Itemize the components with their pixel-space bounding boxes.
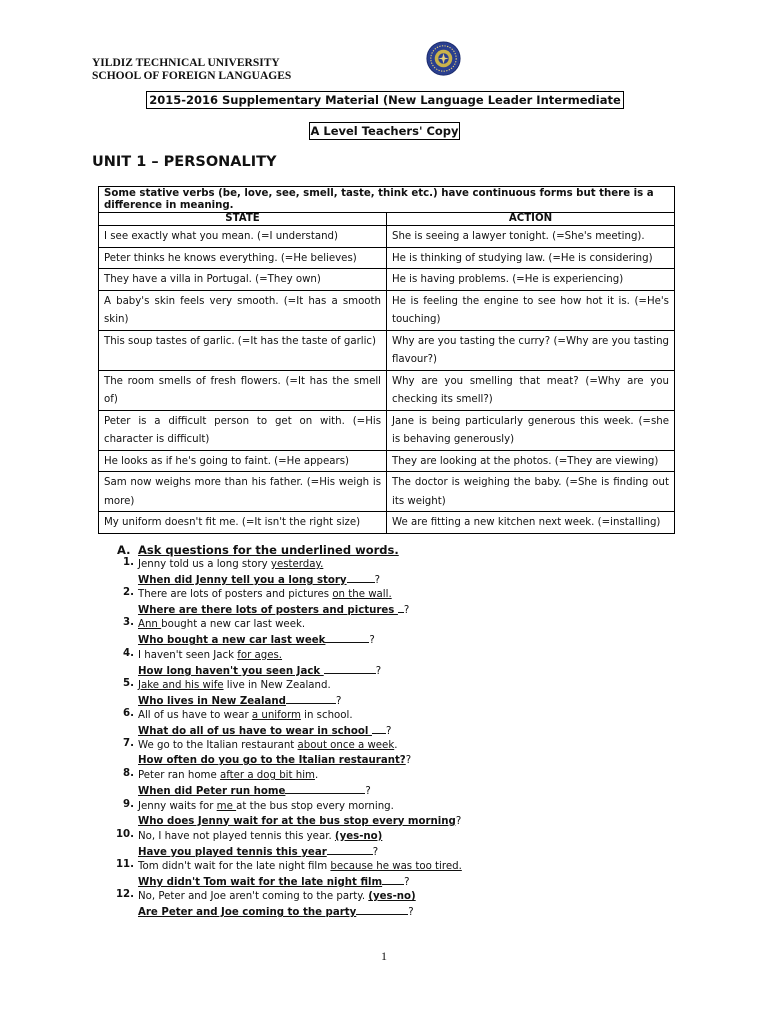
exercise-heading xyxy=(117,543,399,557)
state-cell: Peter thinks he knows everything. (=He believes) xyxy=(99,247,387,269)
question-item xyxy=(110,557,670,587)
answer-text: Have you played tennis this year xyxy=(138,846,327,858)
answer-line xyxy=(138,904,414,920)
action-cell: She is seeing a lawyer tonight. (=She's meeting). xyxy=(387,226,675,248)
answer-text: Are Peter and Joe coming to the party xyxy=(138,907,357,919)
yes-no-tag: (yes-no) xyxy=(334,830,383,842)
answer-line xyxy=(138,663,381,679)
underlined-words: Ann xyxy=(138,619,162,631)
underlined-words: on the wall. xyxy=(332,589,392,601)
question-mark: ? xyxy=(372,846,379,858)
question-number: 4. xyxy=(123,647,134,659)
question-item xyxy=(110,678,670,708)
question-item xyxy=(110,829,670,859)
state-cell: They have a villa in Portugal. (=They own) xyxy=(99,269,387,291)
table-row xyxy=(99,450,675,472)
answer-line xyxy=(138,814,461,829)
underlined-words: about once a week xyxy=(297,740,395,752)
exercise-instruction: Ask questions for the underlined words. xyxy=(138,543,399,557)
question-mark: ? xyxy=(403,605,410,617)
question-number: 8. xyxy=(123,768,134,780)
question-item xyxy=(110,617,670,647)
question-item xyxy=(110,889,670,919)
answer-blank-line xyxy=(356,904,408,915)
question-item xyxy=(110,799,670,829)
question-item xyxy=(110,768,670,798)
question-mark: ? xyxy=(405,755,412,767)
answer-line xyxy=(138,632,375,648)
sentence-text: Tom didn't wait for the late night film xyxy=(138,860,331,872)
question-mark: ? xyxy=(374,575,380,586)
sentence-text: Jenny told us a long story xyxy=(138,559,271,570)
underlined-words: after a dog bit him xyxy=(219,770,315,782)
answer-blank-line xyxy=(324,663,376,674)
answer-blank-line xyxy=(382,874,404,885)
question-sentence xyxy=(138,617,305,632)
material-title: 2015-2016 Supplementary Material (New Language Leader Intermediate xyxy=(146,91,624,109)
sentence-text: I haven't seen Jack xyxy=(138,649,238,661)
answer-line xyxy=(138,723,391,739)
state-cell: He looks as if he's going to faint. (=He appears) xyxy=(99,450,387,472)
sentence-text: at the bus stop every morning. xyxy=(236,800,394,812)
yes-no-tag: (yes-no) xyxy=(368,891,416,903)
question-sentence xyxy=(138,768,318,783)
answer-blank-line xyxy=(327,844,373,855)
question-item xyxy=(110,708,670,738)
answer-line xyxy=(138,874,410,890)
sentence-text: bought a new car last week. xyxy=(161,619,306,631)
question-sentence xyxy=(138,889,416,904)
state-cell: The room smells of fresh flowers. (=It has the smell of) xyxy=(99,370,387,410)
question-number: 1. xyxy=(123,557,134,568)
question-number: 6. xyxy=(123,707,134,719)
stative-verbs-table xyxy=(98,186,675,534)
question-number: 7. xyxy=(123,738,134,750)
table-row xyxy=(99,269,675,291)
answer-line xyxy=(138,753,411,768)
table-row xyxy=(99,330,675,370)
underlined-words: yesterday. xyxy=(270,559,324,570)
question-list xyxy=(110,557,670,919)
sentence-text: All of us have to wear xyxy=(138,709,252,721)
sentence-text: No, Peter and Joe aren't coming to the party. xyxy=(138,891,369,903)
answer-text: How long haven't you seen Jack xyxy=(138,665,324,677)
answer-line xyxy=(138,783,371,799)
underlined-words: a uniform xyxy=(251,709,301,721)
action-cell: He is feeling the engine to see how hot it is. (=He's touching) xyxy=(387,290,675,330)
question-mark: ? xyxy=(385,725,392,737)
underlined-words: for ages. xyxy=(237,649,283,661)
question-mark: ? xyxy=(375,665,382,677)
table-row xyxy=(99,370,675,410)
underlined-words: Jake and his wife xyxy=(138,679,224,691)
table-row xyxy=(99,226,675,248)
page-number: 1 xyxy=(381,949,387,963)
table-intro: Some stative verbs (be, love, see, smell, taste, think etc.) have continuous forms but there is a difference in meaning. xyxy=(99,187,675,213)
question-sentence xyxy=(138,587,392,602)
answer-text: When did Jenny tell you a long story xyxy=(138,575,347,586)
question-item xyxy=(110,738,670,768)
answer-line xyxy=(138,572,380,588)
table-row xyxy=(99,247,675,269)
sentence-text: . xyxy=(394,740,398,752)
question-number: 10. xyxy=(115,828,134,840)
question-number: 12. xyxy=(115,889,134,901)
answer-text: Who bought a new car last week xyxy=(138,635,326,647)
answer-line xyxy=(138,844,378,860)
sentence-text: in school. xyxy=(300,709,353,721)
answer-text: Why didn't Tom wait for the late night film xyxy=(138,876,383,888)
action-cell: The doctor is weighing the baby. (=She is finding out its weight) xyxy=(387,472,675,512)
sentence-text: Jenny waits for xyxy=(138,800,217,812)
sentence-text: live in New Zealand. xyxy=(223,679,331,691)
university-seal-logo xyxy=(426,41,461,76)
state-cell: A baby's skin feels very smooth. (=It has a smooth skin) xyxy=(99,290,387,330)
table-row xyxy=(99,512,675,534)
answer-line xyxy=(138,693,341,709)
table-row xyxy=(99,472,675,512)
question-mark: ? xyxy=(404,876,410,888)
question-mark: ? xyxy=(369,635,375,647)
sentence-text: Peter ran home xyxy=(138,770,220,782)
state-cell: Sam now weighs more than his father. (=His weigh is more) xyxy=(99,472,387,512)
exercise-letter: A. xyxy=(117,543,131,557)
question-sentence xyxy=(138,708,353,723)
sentence-text: . xyxy=(314,770,319,782)
action-cell: Jane is being particularly generous this week. (=she is behaving generously) xyxy=(387,410,675,450)
action-cell: We are fitting a new kitchen next week. (=installing) xyxy=(387,512,675,534)
university-name: YILDIZ TECHNICAL UNIVERSITY xyxy=(92,57,280,69)
state-cell: This soup tastes of garlic. (=It has the taste of garlic) xyxy=(99,330,387,370)
answer-text: Who lives in New Zealand xyxy=(138,695,286,707)
table-row xyxy=(99,290,675,330)
question-mark: ? xyxy=(455,815,462,827)
state-cell: I see exactly what you mean. (=I understand) xyxy=(99,226,387,248)
question-number: 5. xyxy=(123,677,134,689)
action-cell: Why are you tasting the curry? (=Why are you tasting flavour?) xyxy=(387,330,675,370)
teachers-copy-label: A Level Teachers' Copy xyxy=(310,124,459,138)
question-sentence xyxy=(138,557,323,572)
sentence-text: We go to the Italian restaurant xyxy=(138,740,298,752)
question-item xyxy=(110,648,670,678)
question-item xyxy=(110,587,670,617)
question-sentence xyxy=(138,799,394,814)
question-number: 9. xyxy=(123,798,134,810)
state-cell: Peter is a difficult person to get on with. (=His character is difficult) xyxy=(99,410,387,450)
question-sentence xyxy=(138,648,282,663)
answer-blank-line xyxy=(325,632,369,643)
answer-blank-line xyxy=(285,783,365,794)
state-cell: My uniform doesn't fit me. (=It isn't the right size) xyxy=(99,512,387,534)
underlined-words: because he was too tired. xyxy=(330,860,462,872)
answer-blank-line xyxy=(372,723,386,734)
answer-blank-line xyxy=(347,572,375,583)
table-header-row xyxy=(99,213,675,226)
answer-text: Who does Jenny wait for at the bus stop every morning xyxy=(138,815,456,827)
question-mark: ? xyxy=(365,786,371,798)
question-number: 11. xyxy=(115,858,134,870)
question-sentence xyxy=(138,738,397,753)
action-cell: They are looking at the photos. (=They are viewing) xyxy=(387,450,675,472)
column-header-state: STATE xyxy=(99,213,387,226)
sentence-text: No, I have not played tennis this year. xyxy=(138,830,335,842)
action-cell: He is thinking of studying law. (=He is considering) xyxy=(387,247,675,269)
question-number: 3. xyxy=(123,617,134,629)
underlined-words: me xyxy=(216,800,237,812)
answer-blank-line xyxy=(286,693,336,704)
action-cell: He is having problems. (=He is experiencing) xyxy=(387,269,675,291)
unit-title: UNIT 1 – PERSONALITY xyxy=(92,154,277,170)
question-sentence xyxy=(138,829,382,844)
sentence-text: There are lots of posters and pictures xyxy=(138,589,333,601)
question-item xyxy=(110,859,670,889)
question-mark: ? xyxy=(408,907,414,919)
answer-text: When did Peter run home xyxy=(138,786,286,798)
table-intro-row xyxy=(99,187,675,213)
answer-text: What do all of us have to wear in school xyxy=(138,725,372,737)
table-row xyxy=(99,410,675,450)
column-header-action: ACTION xyxy=(387,213,675,226)
question-sentence xyxy=(138,678,331,693)
question-number: 2. xyxy=(123,587,134,599)
answer-text: How often do you go to the Italian restaurant? xyxy=(138,755,406,767)
institution-header xyxy=(92,57,291,83)
answer-text: Where are there lots of posters and pictures xyxy=(138,605,398,617)
action-cell: Why are you smelling that meat? (=Why are you checking its smell?) xyxy=(387,370,675,410)
answer-line xyxy=(138,602,409,618)
school-name: SCHOOL OF FOREIGN LANGUAGES xyxy=(92,70,292,82)
question-sentence xyxy=(138,859,462,874)
question-mark: ? xyxy=(335,695,342,707)
